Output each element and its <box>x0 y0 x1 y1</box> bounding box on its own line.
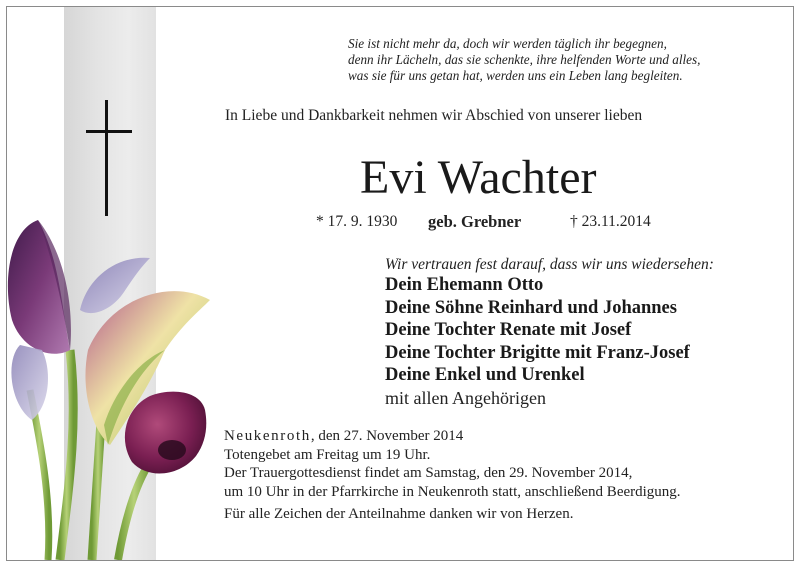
mourners-block <box>385 256 785 409</box>
maiden-name: geb. Grebner <box>428 212 522 231</box>
place-date: , den 27. November 2014 <box>310 428 464 444</box>
mourner-line: Dein Ehemann Otto <box>385 275 544 295</box>
intro-text: In Liebe und Dankbarkeit nehmen wir Abschied von unserer lieben <box>225 107 643 124</box>
memorial-quote <box>348 36 788 85</box>
service-line: um 10 Uhr in der Pfarrkirche in Neukenroth statt, anschließend Beerdigung. <box>224 483 681 500</box>
service-info <box>224 427 784 524</box>
deceased-name: Evi Wachter <box>360 151 597 204</box>
calla-lily-illustration <box>0 200 240 560</box>
mourner-line: Deine Enkel und Urenkel <box>385 365 585 385</box>
mourners-lead: Wir vertrauen fest darauf, dass wir uns wiedersehen: <box>385 256 714 273</box>
place-name: Neukenroth <box>224 428 311 444</box>
mourners-others: mit allen Angehörigen <box>385 387 546 408</box>
birth-date: * 17. 9. 1930 <box>316 213 398 230</box>
cross-icon <box>84 100 134 216</box>
service-line: Der Trauergottesdienst findet am Samstag, den 29. November 2014, <box>224 465 633 481</box>
mourner-line: Deine Söhne Reinhard und Johannes <box>385 297 677 318</box>
quote-line: denn ihr Lächeln, das sie schenkte, ihre helfenden Worte und alles, <box>348 52 701 68</box>
quote-line: was sie für uns getan hat, werden uns ein Leben lang begleiten. <box>348 68 683 84</box>
mourner-line: Deine Tochter Brigitte mit Franz-Josef <box>385 342 690 363</box>
thanks-line: Für alle Zeichen der Anteilnahme danken wir von Herzen. <box>224 506 574 522</box>
mourner-line: Deine Tochter Renate mit Josef <box>385 320 632 340</box>
place-date-line <box>224 427 784 446</box>
quote-line: Sie ist nicht mehr da, doch wir werden täglich ihr begegnen, <box>348 36 667 51</box>
prayer-info: Totengebet am Freitag um 19 Uhr. <box>224 446 431 463</box>
death-date: † 23.11.2014 <box>570 213 651 230</box>
